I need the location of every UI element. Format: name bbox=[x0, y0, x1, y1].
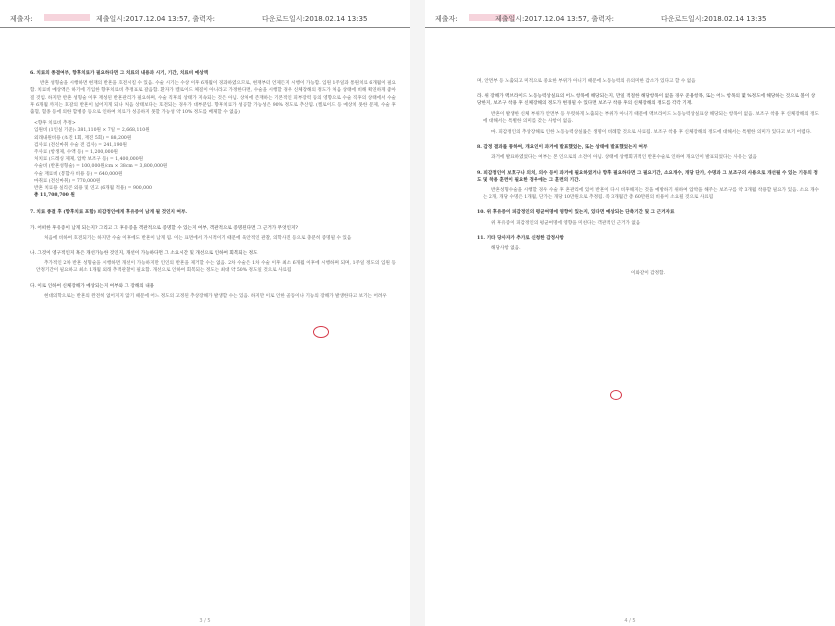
right-page bbox=[425, 0, 835, 626]
cost-line: 처치료 (드레싱 제제, 압박 보조구 등) = 1,400,000원 bbox=[34, 157, 144, 163]
header-download-info: 다운로드일시:2018.02.14 13:35 bbox=[262, 15, 368, 23]
cost-total: 총 11,708,700 원 bbox=[34, 193, 75, 199]
cost-line: 수술비 (반흔성형술) = 100,000원/cm × 38cm = 3,800,000원 bbox=[34, 164, 168, 170]
header-rule bbox=[425, 27, 835, 28]
cost-line: 검사료 (전신마취 수술 전 검사) = 241,190원 bbox=[34, 142, 127, 148]
header-submit-info: 제출일시:2017.12.04 13:57, 출력자: bbox=[495, 15, 614, 23]
cost-line: 수술 재료비 (봉합사 비용 등) = 640,000원 bbox=[34, 171, 123, 177]
section-7-title: 7. 치료 종결 후 (향후치료 포함) 피감정인에게 후유증이 남게 될 것인지 여부. bbox=[30, 210, 188, 216]
section-10-body: 위 후유증이 피감정인의 평균여명에 영향을 미친다는 객관적인 근거가 없음 bbox=[491, 220, 641, 226]
red-seal-mark bbox=[313, 326, 329, 338]
cost-line: 반흔 치료용 실리콘 외용 및 연고 (6개월 적용) = 900,000 bbox=[34, 186, 152, 192]
section-7c-body: 현대의학으로는 반흔의 완전히 없어지지 않기 때문에 어느 정도의 고정된 추상장해가 발생할 수는 있음. 하지만 이로 인한 골동이나 기능의 장해가 발생한다고 보기는 어려우 bbox=[44, 293, 387, 299]
section-ma-body: 마. 피감정인의 추상장해로 인한 노동능력상실률은 생명이 비례할 것으로 사료됨. 보조구 착용 후 신체장해의 정도에 대해서는 특별한 의미가 있다고 보기 어렵다. bbox=[491, 130, 812, 136]
section-9-title: 9. 피감정인이 보호구나 의치, 의수 등이 과거에 필요하였거나 향후 필요하다면 그 필요기간, 소요개수, 개당 단가, 수명과 그 보조구의 사용으로 개선될 수 있는 기동의 정도 및 착용 훈련이 필요한 경우에는 그 훈련의 기간. bbox=[477, 170, 818, 183]
section-7b-title: 나. 그것이 영구적인지 혹은 개선가능한 것인지, 개선이 가능하다면 그 소요시간 및 개선으로 인하여 회복되는 정도 bbox=[30, 251, 258, 257]
section-6-title: 6. 치료의 종결여부, 향후치료가 필요하다면 그 치료의 내용과 시기, 기간, 치료비 예상액 bbox=[30, 71, 209, 76]
red-pen-mark bbox=[610, 390, 622, 400]
section-11-title: 11. 기타 당사자가 추가로 신청한 감정사항 bbox=[477, 235, 564, 241]
section-8-body: 과거에 발표하였었다는 여부는 본 인으로의 소견이 아님. 상태에 상행회귀적인 반흔수술로 인하여 개요인이 발표되었다는 사유는 없음 bbox=[491, 155, 757, 161]
section-7c-title: 다. 이로 인하여 신체장해가 예상되는지 여부와 그 장해의 내용 bbox=[30, 283, 155, 289]
cost-line: 마취료 (전신마취) = 770,000원 bbox=[34, 178, 101, 184]
cost-estimate bbox=[34, 120, 396, 199]
section-7a-title: 가. 어떠한 후유증이 남게 되는지? 그리고 그 후유증을 객관적으로 증명할 수 있는지 여부, 객관적으로 증명된다면 그 근거가 무엇인지? bbox=[30, 225, 298, 231]
section-9-body: 반흔성형수술을 시행할 경우 수술 후 흔관리에 있어 반흔이 다시 비후해지는 것을 예방하기 위하여 압박을 해주는 보조구를 약 3개월 착용할 필요가 있음. 소요 개수는 2개, 개당 수명은 1개월, 단가는 개당 10만원으로 추정됨. 즉 3개월간 총 60만원의 비용이 소요될 것으로 사료됨 bbox=[483, 188, 819, 201]
cost-line: 외래내원비용 (초진 1회, 재진 5회) = 88,200원 bbox=[34, 135, 132, 141]
page-gutter bbox=[410, 0, 425, 626]
section-10-title: 10. 위 후유증이 피감정인의 평균여명에 영향이 있는지, 있다면 예상되는 단축기간 및 그 근거자료 bbox=[477, 210, 675, 216]
section-11-body: 해당사항 없음. bbox=[491, 246, 521, 252]
section-8-title: 8. 감정 결과를 통하여, 개요인이 과거에 발표했었는, 또는 상태에 발표했었는지 여부 bbox=[477, 145, 648, 151]
submitter-label: 제출자: bbox=[10, 15, 33, 23]
cost-title: <향후 치료비 추정> bbox=[34, 121, 76, 127]
left-page-body bbox=[30, 70, 396, 304]
left-page bbox=[0, 0, 410, 626]
submitter-label: 제출자: bbox=[435, 15, 458, 23]
continued-paragraph: 며, 안면부 등 노출되고 미적으로 중요한 부위가 아니기 때문에 노동능력의 유의미한 감소가 있다고 할 수 없음 bbox=[477, 79, 696, 84]
cost-line: 주사료 (항생제, 수액 등) = 1,200,000원 bbox=[34, 150, 118, 156]
header-rule bbox=[0, 27, 410, 28]
right-page-body bbox=[477, 78, 819, 277]
page-number: 3 / 5 bbox=[199, 618, 211, 624]
section-7a-body: 처음에 비하여 호전되기는 하지만 수술 이후에도 반흔이 남게 됨. 이는 표면에서 가시적이기 때문에 육안적인 관찰, 의학사진 등으로 충분히 증명될 수 있음 bbox=[44, 235, 352, 241]
header-submit-info: 제출일시:2017.12.04 13:57, 출력자: bbox=[96, 15, 215, 23]
page-header bbox=[0, 14, 410, 28]
page-number: 4 / 5 bbox=[624, 618, 636, 624]
cost-line: 입원비 (1인실 기준): 381,110원 × 7일 = 2,668,110원 bbox=[34, 128, 150, 134]
section-ra-title: 라. 위 장해가 맥브라이드 노동능력상실표의 어느 항목에 해당되는지, 만일 적절한 해당항목이 없을 경우 준용항목, 또는 어느 항목의 몇 %정도에 해당하는 것으로 볼이 상당한지, 보조구 착용 후 신체장해의 정도가 변경될 수 있다면 보조구 착용 후의 신체장해의 정도를 각각 기재. bbox=[477, 94, 816, 107]
section-7b-body: 추가적인 2차 반흔 성형술을 시행하면 개선이 가능하지만 인인의 반흔을 제거할 수는 없음. 2차 수술은 1차 수술 이후 최소 6개월 이후에 시행하며 되며, 1주일 정도의 입원 등 안정기간이 필요하고 최소 1개월 외래 추적관찰이 필요함. 개선으로 인하여 회복되는 정도는 최대 약 50% 정도일 것으로 사료됨 bbox=[36, 261, 396, 274]
section-ra-body: 반흔이 발생한 신체 부위가 안면부 등 두렷하게 노출되는 부위가 아니기 때문에 맥브라이드 노동능력상실표상 해당되는 항목이 없음. 보조구 착용 후 신체장해의 정도에 대해서는 특별한 의미를 갖는 사항이 없음. bbox=[483, 111, 819, 124]
section-6-body: 반흔 성형술을 시행하면 현재의 반흔을 호전시킬 수 있음. 수술 시기는 수상 이후 6개월이 경과하였으므로, 현재부터 언제든지 시행이 가능함. 입원 1주일과 통원치료 6개월이 필요함. 치료비 예상액은 하기에 기입한 향후치료비 추정표로 갈음함. 환자가 켈로이드 체질이 아니라고 가정한다면, 수술을 시행할 경우 신체장해의 정도가 처음 상태에 비해 획연하게 좋아질 것임. 하지만 반흔 성형술 이후 재성된 반흔관리가 필요하며, 수술 직후의 상태가 지속되는 것은 아님. 상처에 존재하는 기본적인 피부장력 등의 영향으로 수술 직후의 상태에서 수술 후 6개월 까지는 호갈의 반흔이 넓어지게 되나 처음 상태보다는 호전되는 경우가 대부분임. 향후치료가 성공할 가능성은 90% 정도로 추산됨. (켈로이드 등 예상치 못한 문제, 수술 후 출혈, 혈종 등에 의한 합병증 등으로 인하여 치료가 성공하지 못할 가능성 약 10% 정도를 배제할 수 없음) bbox=[30, 81, 396, 116]
header-download-info: 다운로드일시:2018.02.14 13:35 bbox=[661, 15, 767, 23]
page-header bbox=[425, 14, 835, 28]
closing-statement: 이와같이 감정함. bbox=[631, 271, 665, 277]
